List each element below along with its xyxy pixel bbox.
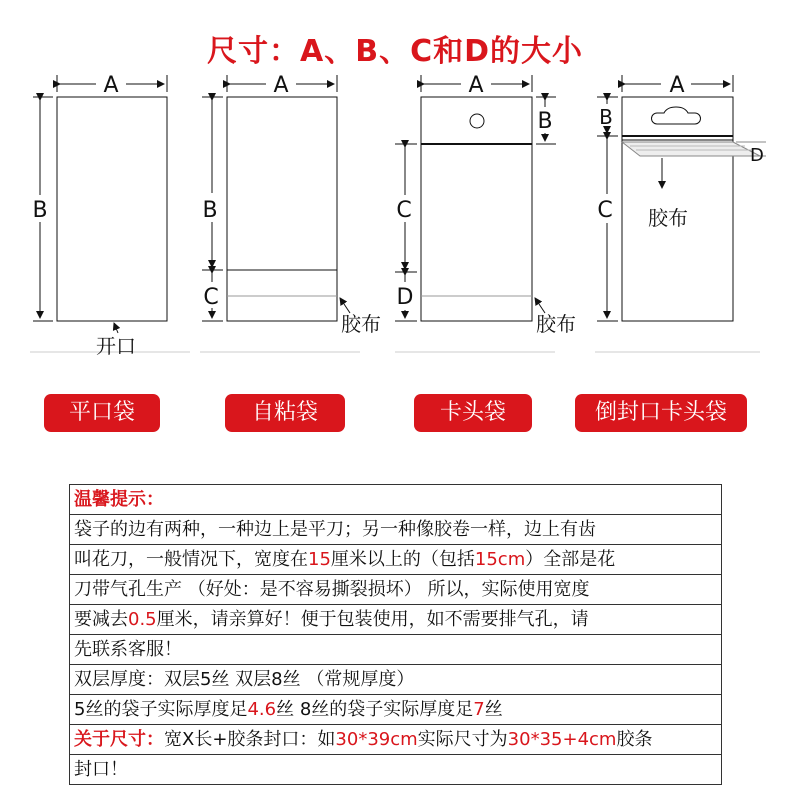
dim-label-a: A: [468, 73, 484, 98]
tape-pointer: [340, 298, 350, 313]
dim-label-a: A: [103, 73, 119, 98]
tape-label: 胶布: [648, 206, 688, 230]
bag-type-self-adhesive: 自粘袋: [225, 394, 345, 432]
dim-label-c: C: [597, 198, 613, 223]
flat-bag-outline: [57, 97, 167, 321]
dim-label-b: B: [599, 105, 613, 129]
dim-label-a: A: [273, 73, 289, 98]
dim-label-b: B: [202, 198, 218, 223]
tape-label: 胶布: [536, 312, 576, 336]
bag-type-flat: 平口袋: [44, 394, 160, 432]
opening-label: 开口: [96, 334, 136, 358]
notes-line: 封口！: [74, 759, 128, 780]
opening-pointer: [114, 323, 118, 333]
notes-line: 袋子的边有两种，一种边上是平刀；另一种像胶卷一样，边上有齿: [70, 515, 721, 545]
bag-dimension-diagram: [0, 0, 790, 380]
notes-line: 双层厚度：双层5丝 双层8丝 （常规厚度）: [70, 665, 721, 695]
notes-line: 先联系客服！: [70, 635, 721, 665]
bag-type-header-card: 卡头袋: [414, 394, 532, 432]
dim-label-d: D: [750, 145, 764, 166]
notes-line: 关于尺寸：宽X长+胶条封口：如30*39cm实际尺寸为30*35+4cm胶条: [70, 725, 721, 755]
notes-box: [69, 484, 722, 785]
self-adhesive-bag-diagram: [200, 75, 360, 352]
flat-bag-diagram: [30, 75, 190, 352]
header-card-bag-diagram: [395, 75, 556, 352]
dim-label-d: D: [396, 285, 414, 310]
dim-label-c: C: [203, 285, 219, 310]
dim-label-a: A: [669, 73, 685, 98]
notes-line: 要减去0.5厘米，请亲算好！便于包装使用，如不需要排气孔，请: [70, 605, 721, 635]
dim-label-c: C: [396, 198, 412, 223]
tape-label: 胶布: [341, 312, 381, 336]
bag-type-reverse-seal-header: 倒封口卡头袋: [575, 394, 747, 432]
notes-heading: 温馨提示：: [70, 485, 721, 515]
notes-line: 刀带气孔生产 （好处：是不容易撕裂损坏） 所以，实际使用宽度: [70, 575, 721, 605]
notes-line: 叫花刀，一般情况下，宽度在15厘米以上的（包括15cm）全部是花: [70, 545, 721, 575]
notes-line: 5丝的袋子实际厚度足4.6丝 8丝的袋子实际厚度足7丝: [70, 695, 721, 725]
dim-label-b: B: [32, 198, 48, 223]
dim-label-b: B: [537, 109, 553, 134]
page-title: 尺寸：A、B、C和D的大小: [206, 34, 583, 69]
